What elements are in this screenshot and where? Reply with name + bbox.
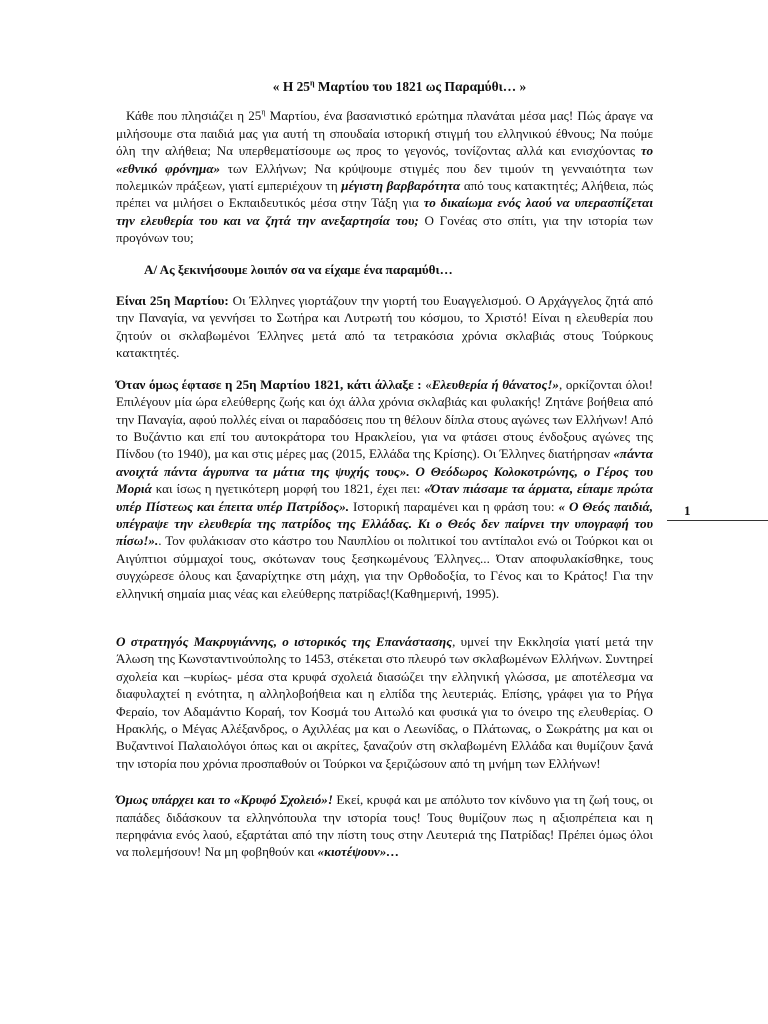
- paragraph-1821: Όταν όμως έφτασε η 25η Μαρτίου 1821, κάτι άλλαξε : «Ελευθερία ή θάνατος!», ορκίζονται όλοι! Επιλέγουν μία ώρα ελεύθερης ζωής και όχι άλλα χρόνια σκλαβιάς και φυλακής! Ζητάνε βοήθεια από την Παναγία, αφού πολλές είναι οι παραδόσεις που τη θέλουν δίπλα στους αγώνες των Ελλήνων! Από το Βυζάντιο και επί του αυτοκράτορα του Ηρακλείου, για να φτάσει στους ένδοξους αγώνες της Πίνδου (το 1940), μα και στις μέρες μας (2015, Ελλάδα της Κρίσης). Οι Έλληνες διατήρησαν «πάντα ανοιχτά πάντα άγρυπνα τα μάτια της ψυχής τους». Ο Θεόδωρος Κολοκοτρώνης, ο Γέρος του Μοριά και ίσως η ηγετικότερη μορφή του 1821, έχει πει: «Όταν πιάσαμε τα άρματα, είπαμε πρώτα υπέρ Πίστεως και έπειτα υπέρ Πατρίδος». Ιστορική παραμένει και η φράση του: « Ο Θεός παιδιά, υπέγραψε την ελευθερία της πατρίδος της Ελλάδας. Κι ο Θεός δεν παίρνει την υπογραφή του πίσω!».. Τον φυλάκισαν στο κάστρο του Ναυπλίου οι πολιτικοί του αντίπαλοι ενώ οι Τούρκοι και οι Αιγύπτιοι σύμμαχοί τους, σκότωναν τους ξεσηκωμένους Έλληνες... Όταν αποφυλακίσθηκε, τους συγχώρεσε όλους και ξαναρίχτηκε στη μάχη, για την Ορθοδοξία, το Γένος και το Κράτος! Για την ελληνική σημαία μιας νέας και ελεύθερης πατρίδας!(Καθημερινή, 1995).: [116, 376, 653, 601]
- page-number-rule: [667, 520, 768, 521]
- section-heading: Α/ Ας ξεκινήσουμε λοιπόν σα να είχαμε ένα παραμύθι…: [144, 261, 453, 277]
- page-number: 1: [684, 503, 691, 518]
- paragraph-secret-school: Όμως υπάρχει και το «Κρυφό Σχολειό»! Εκεί, κρυφά και με απόλυτο τον κίνδυνο για τη ζωή τους, οι παπάδες διδάσκουν τα ελληνόπουλα την ιστορία τους! Τους θυμίζουν πως η αξιοπρέπεια και η περηφάνια ενός λαού, εξαρτάται από την πίστη τους στην Λευτεριά της Πατρίδας! Πρέπει όμως όλοι να πολεμήσουν! Να μη φοβηθούν και «κιοτέψουν»…: [116, 792, 653, 860]
- paragraph-march-25: Είναι 25η Μαρτίου: Οι Έλληνες γιορτάζουν την γιορτή του Ευαγγελισμού. Ο Αρχάγγελος ζητά από την Παναγία, να γεννήσει το Σωτήρα και Λυτρωτή του κόσμου, το Χριστό! Είναι η ελευθερία που ζητούν οι σκλαβωμένοι Έλληνες μετά από τα τετρακόσια χρόνια σκλαβιάς στους Τούρκους κατακτητές.: [116, 293, 653, 361]
- document-page: [116, 78, 653, 861]
- paragraph-makrygiannis: Ο στρατηγός Μακρυγιάννης, ο ιστορικός της Επανάστασης, υμνεί την Εκκλησία γιατί μετά την Άλωση της Κωνσταντινούπολης το 1453, στέκεται στο πλευρό των σκλαβωμένων Ελλήνων. Συντηρεί σχολεία και –κυρίως- μέσα στα κρυφά σχολειά διασώζει την ελληνική γλώσσα, με αποτέλεσμα να διαφυλαχτεί η ενότητα, η αλληλοβοήθεια και η ελπίδα της λευτεριάς. Επίσης, γράφει για το Ρήγα Φεραίο, τον Αδαμάντιο Κοραή, τον Κοσμά του Αιτωλό και φυσικά για το όνειρο της ελευθερίας. Ο Ηρακλής, ο Μέγας Αλέξανδρος, ο Αχιλλέας μα και ο Λεωνίδας, ο Πλάτωνας, ο Σωκράτης μα και οι Βυζαντινοί Παλαιολόγοι όπως και οι ακρίτες, ξαναζούν στη σκλαβωμένη Ελλάδα και θυμίζουν ξανά την ιστορία που χρόνια προσπαθούν οι Τούρκοι να ξεριζώσουν από τη μνήμη των Ελλήνων!: [116, 633, 653, 771]
- document-title: « Η $25^\eta$ Μαρτίου του 1821 ως Παραμύθι… »: [272, 78, 527, 94]
- paragraph-intro: Κάθε που πλησιάζει η $25^\eta$ Μαρτίου, ένα βασανιστικό ερώτημα πλανάται μέσα μας! Πώς άραγε να μιλήσουμε στα παιδιά μας για αυτή τη σπουδαία ιστορική στιγμή του ελληνικού έθνους; Να πούμε όλη την αλήθεια; Να υπερθεματίσουμε ως προς το γεγονός, τονίζοντας αλλά και ενισχύοντας το «εθνικό φρόνημα» των Ελλήνων; Να κρύψουμε στιγμές που δεν τιμούν τη γενναιότητα των πολεμικών πράξεων, γιατί εμπεριέχουν τη μέγιστη βαρβαρότητα από τους κατακτητές; Αλήθεια, πώς πρέπει να μιλήσει ο Εκπαιδευτικός μέσα στην Τάξη για το δικαίωμα ενός λαού να υπερασπίζεται την ελευθερία του και να ζητά την ανεξαρτησία του; Ο Γονέας στο σπίτι, για την ιστορία των προγόνων του;: [116, 108, 654, 246]
